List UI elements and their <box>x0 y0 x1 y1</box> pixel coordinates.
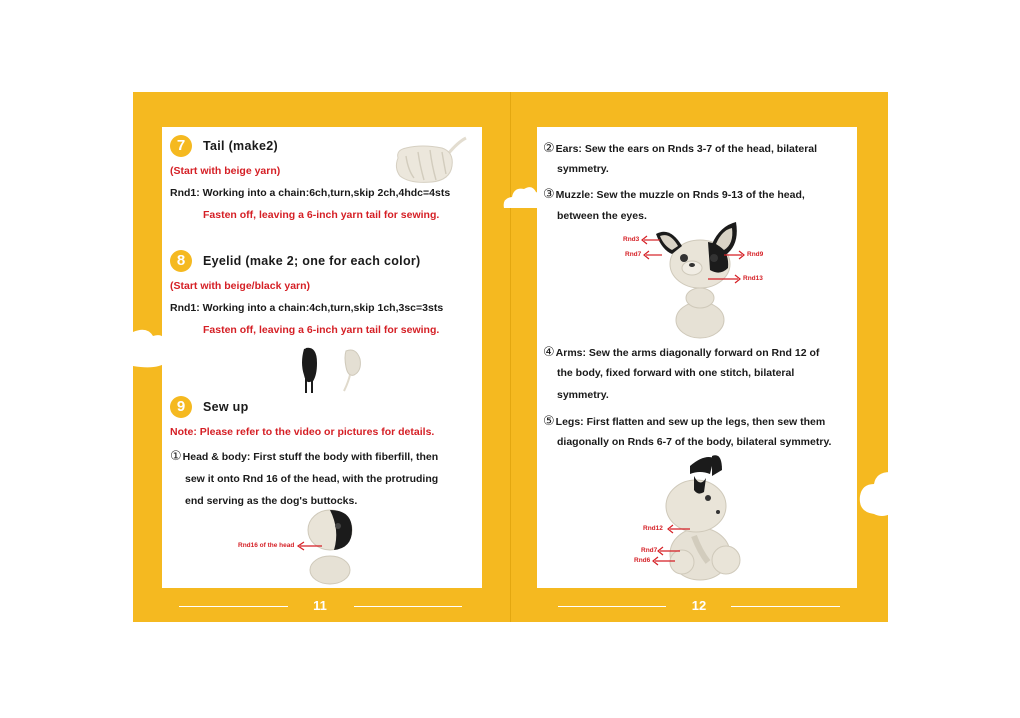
step3-marker: ③ <box>543 186 555 201</box>
step3-text: Muzzle: Sew the muzzle on Rnds 9-13 of the head, <box>555 189 805 201</box>
sewup-step1-line1 <box>170 448 438 464</box>
eyelid-yarn-note: (Start with beige/black yarn) <box>170 280 311 292</box>
eyelid-rnd1: Rnd1: Working into a chain:4ch,turn,skip 1ch,3sc=3sts <box>170 302 444 314</box>
rnd16-arrow-icon <box>296 541 322 551</box>
tail-title: Tail (make2) <box>203 139 278 153</box>
body-rnd12-label: Rnd12 <box>643 525 663 532</box>
rnd13-arrow-icon <box>708 274 742 284</box>
step3-line1 <box>543 186 805 202</box>
step-9-badge: 9 <box>170 396 192 418</box>
head-rnd7-label: Rnd7 <box>625 251 642 258</box>
step3-line2: between the eyes. <box>557 210 647 222</box>
step4-text: Arms: Sew the arms diagonally forward on Rnd 12 of <box>555 347 820 359</box>
step4-line3: symmetry. <box>557 389 609 401</box>
tail-yarn-note: (Start with beige yarn) <box>170 165 281 177</box>
page-number-12: 12 <box>691 598 707 613</box>
cloud-center-icon <box>502 184 542 210</box>
footer-rule-left-b <box>354 606 462 607</box>
step2-marker: ② <box>543 140 555 155</box>
head-rnd9-label: Rnd9 <box>747 251 764 258</box>
tail-photo <box>392 136 468 188</box>
body-rnd6-label: Rnd6 <box>634 557 651 564</box>
tail-fasten-note: Fasten off, leaving a 6-inch yarn tail for sewing. <box>203 209 440 221</box>
cloud-right-icon <box>858 470 890 518</box>
page-fold <box>510 92 511 622</box>
step4-marker: ④ <box>543 344 555 359</box>
step1-text: Head & body: First stuff the body with fiberfill, then <box>182 451 439 463</box>
step1-marker: ① <box>170 448 182 463</box>
rnd9-arrow-icon <box>724 250 746 260</box>
step5-marker: ⑤ <box>543 413 555 428</box>
tail-rnd1: Rnd1: Working into a chain:6ch,turn,skip 2ch,4hdc=4sts <box>170 187 451 199</box>
rnd3-arrow-icon <box>640 235 660 245</box>
page-number-11: 11 <box>313 598 327 613</box>
sewup-step1-line2: sew it onto Rnd 16 of the head, with the protruding <box>185 473 439 485</box>
step2-line1 <box>543 140 817 156</box>
sewup-note: Note: Please refer to the video or pictures for details. <box>170 426 435 438</box>
step4-line2: the body, fixed forward with one stitch, bilateral <box>557 367 795 379</box>
eyelid-title: Eyelid (make 2; one for each color) <box>203 254 421 268</box>
footer-rule-right-a <box>558 606 666 607</box>
body-rnd7-label: Rnd7 <box>641 547 658 554</box>
step2-text: Ears: Sew the ears on Rnds 3-7 of the head, bilateral <box>555 143 818 155</box>
step2-line2: symmetry. <box>557 163 609 175</box>
step5-text: Legs: First flatten and sew up the legs, then sew them <box>555 416 826 428</box>
step-8-badge: 8 <box>170 250 192 272</box>
eyelid-fasten-note: Fasten off, leaving a 6-inch yarn tail for sewing. <box>203 324 440 336</box>
step-7-badge: 7 <box>170 135 192 157</box>
rnd7-head-arrow-icon <box>642 250 662 260</box>
footer-rule-right-b <box>731 606 840 607</box>
rnd12-arrow-icon <box>666 524 690 534</box>
footer-rule-left-a <box>179 606 288 607</box>
head-rnd3-label: Rnd3 <box>623 236 640 243</box>
rnd16-label: Rnd16 of the head <box>238 542 295 549</box>
head-rnd13-label: Rnd13 <box>743 275 763 282</box>
step5-line1 <box>543 413 825 429</box>
step5-line2: diagonally on Rnds 6-7 of the body, bilateral symmetry. <box>557 436 832 448</box>
rnd6-arrow-icon <box>651 556 675 566</box>
sewup-title: Sew up <box>203 400 249 414</box>
sewup-step1-line3: end serving as the dog's buttocks. <box>185 495 358 507</box>
step4-line1 <box>543 344 819 360</box>
rnd7-body-arrow-icon <box>656 546 680 556</box>
eyelid-photo <box>298 345 368 395</box>
